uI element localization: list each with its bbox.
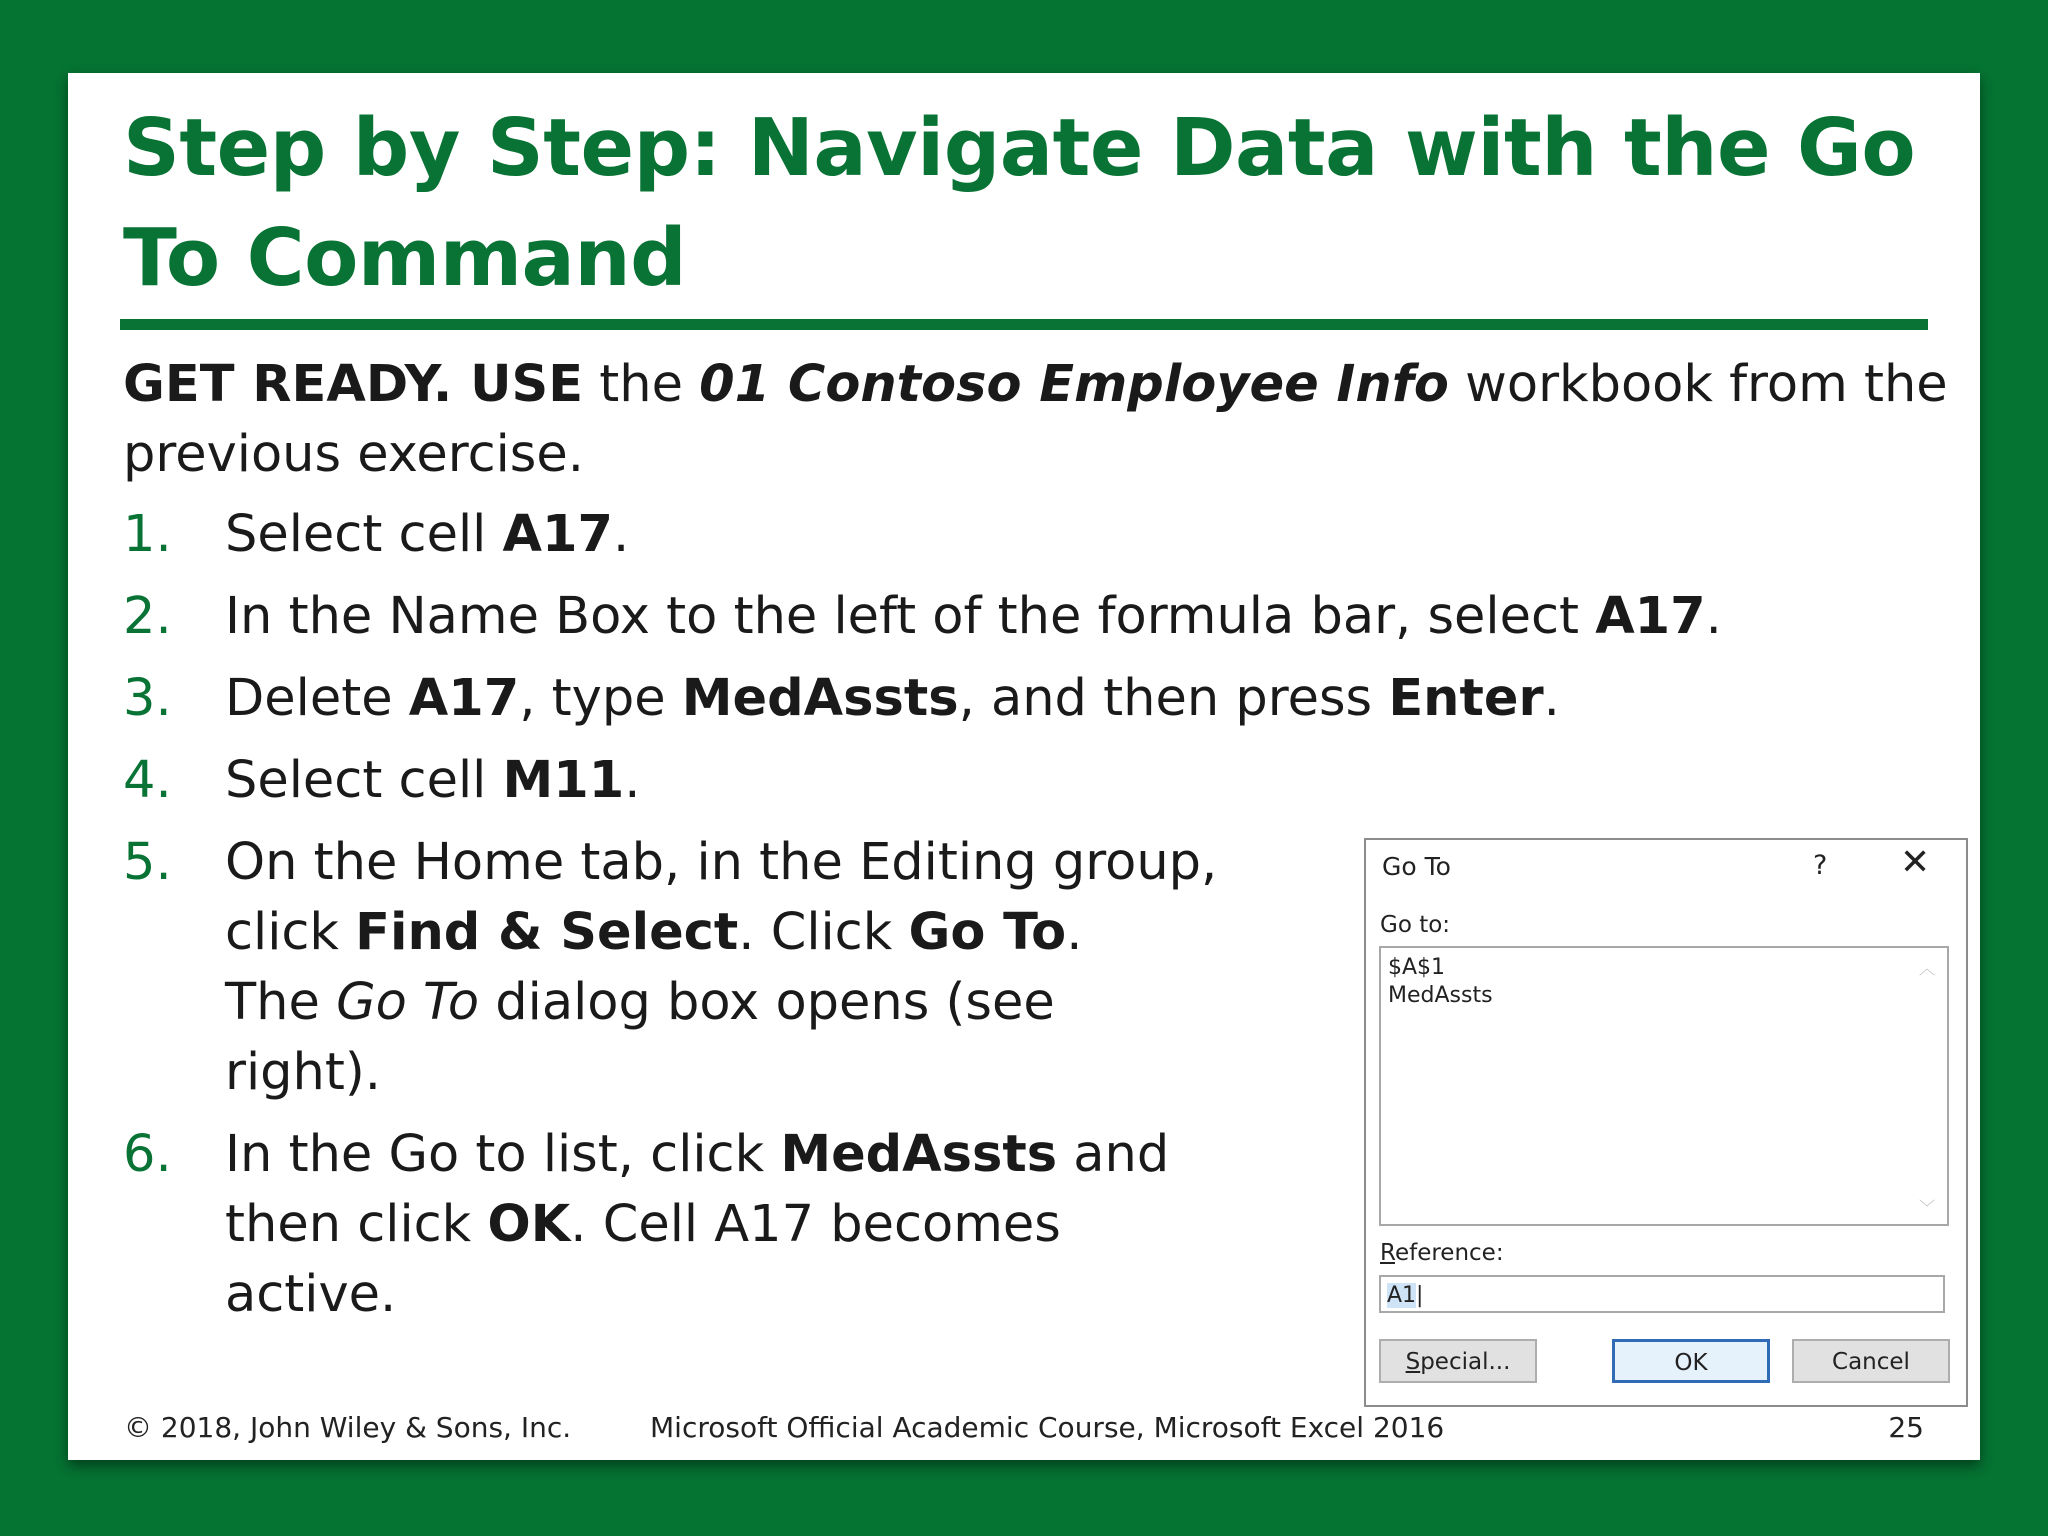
step-number: 1. xyxy=(123,505,172,564)
special-button[interactable]: Special... xyxy=(1379,1339,1537,1383)
step-3: 3. Delete A17, type MedAssts, and then press Enter. xyxy=(123,664,1953,734)
intro-paragraph xyxy=(123,350,1953,490)
title-divider xyxy=(120,319,1928,330)
page-number: 25 xyxy=(1888,1411,1924,1444)
slide-title: Step by Step: Navigate Data with the Go To Command xyxy=(123,102,1916,304)
dialog-title: Go To xyxy=(1382,852,1451,881)
footer-copyright: © 2018, John Wiley & Sons, Inc. xyxy=(124,1411,572,1444)
step-number: 2. xyxy=(123,587,172,646)
list-item[interactable]: MedAssts xyxy=(1388,983,1493,1008)
goto-label: Go to: xyxy=(1380,912,1451,938)
step-number: 5. xyxy=(123,833,172,892)
intro-text: the xyxy=(583,355,700,414)
goto-dialog xyxy=(1364,838,1968,1407)
intro-text-end: workbook from the previous exercise. xyxy=(123,355,1948,484)
reference-label: Reference: xyxy=(1380,1240,1504,1266)
reference-input[interactable]: A1| xyxy=(1379,1275,1945,1313)
workbook-name: 01 Contoso Employee Info xyxy=(699,355,1449,414)
step-number: 6. xyxy=(123,1125,172,1184)
close-icon[interactable]: ✕ xyxy=(1900,842,1931,883)
goto-list[interactable] xyxy=(1379,946,1949,1226)
slide xyxy=(68,73,1980,1460)
intro-bold: GET READY. USE xyxy=(123,355,584,414)
step-2: 2. In the Name Box to the left of the formula bar, select A17. xyxy=(123,582,1953,652)
scroll-up-icon[interactable]: ︿ xyxy=(1918,959,1935,978)
step-4: 4. Select cell M11. xyxy=(123,746,1953,816)
help-icon[interactable]: ? xyxy=(1813,850,1828,881)
ok-button[interactable]: OK xyxy=(1612,1339,1770,1383)
step-1: 1. Select cell A17. xyxy=(123,500,1953,570)
list-item[interactable]: $A$1 xyxy=(1388,955,1446,980)
cancel-button[interactable]: Cancel xyxy=(1792,1339,1950,1383)
footer-course: Microsoft Official Academic Course, Microsoft Excel 2016 xyxy=(650,1411,1445,1444)
step-number: 3. xyxy=(123,669,172,728)
scroll-down-icon[interactable]: ﹀ xyxy=(1918,1198,1935,1217)
step-6: 6. In the Go to list, click MedAssts and then click OK. Cell A17 becomes active. xyxy=(123,1120,1953,1330)
step-number: 4. xyxy=(123,751,172,810)
step-5: 5. On the Home tab, in the Editing group, click Find & Select. Click Go To. The Go To dialog box opens (see right). xyxy=(123,828,1953,1108)
